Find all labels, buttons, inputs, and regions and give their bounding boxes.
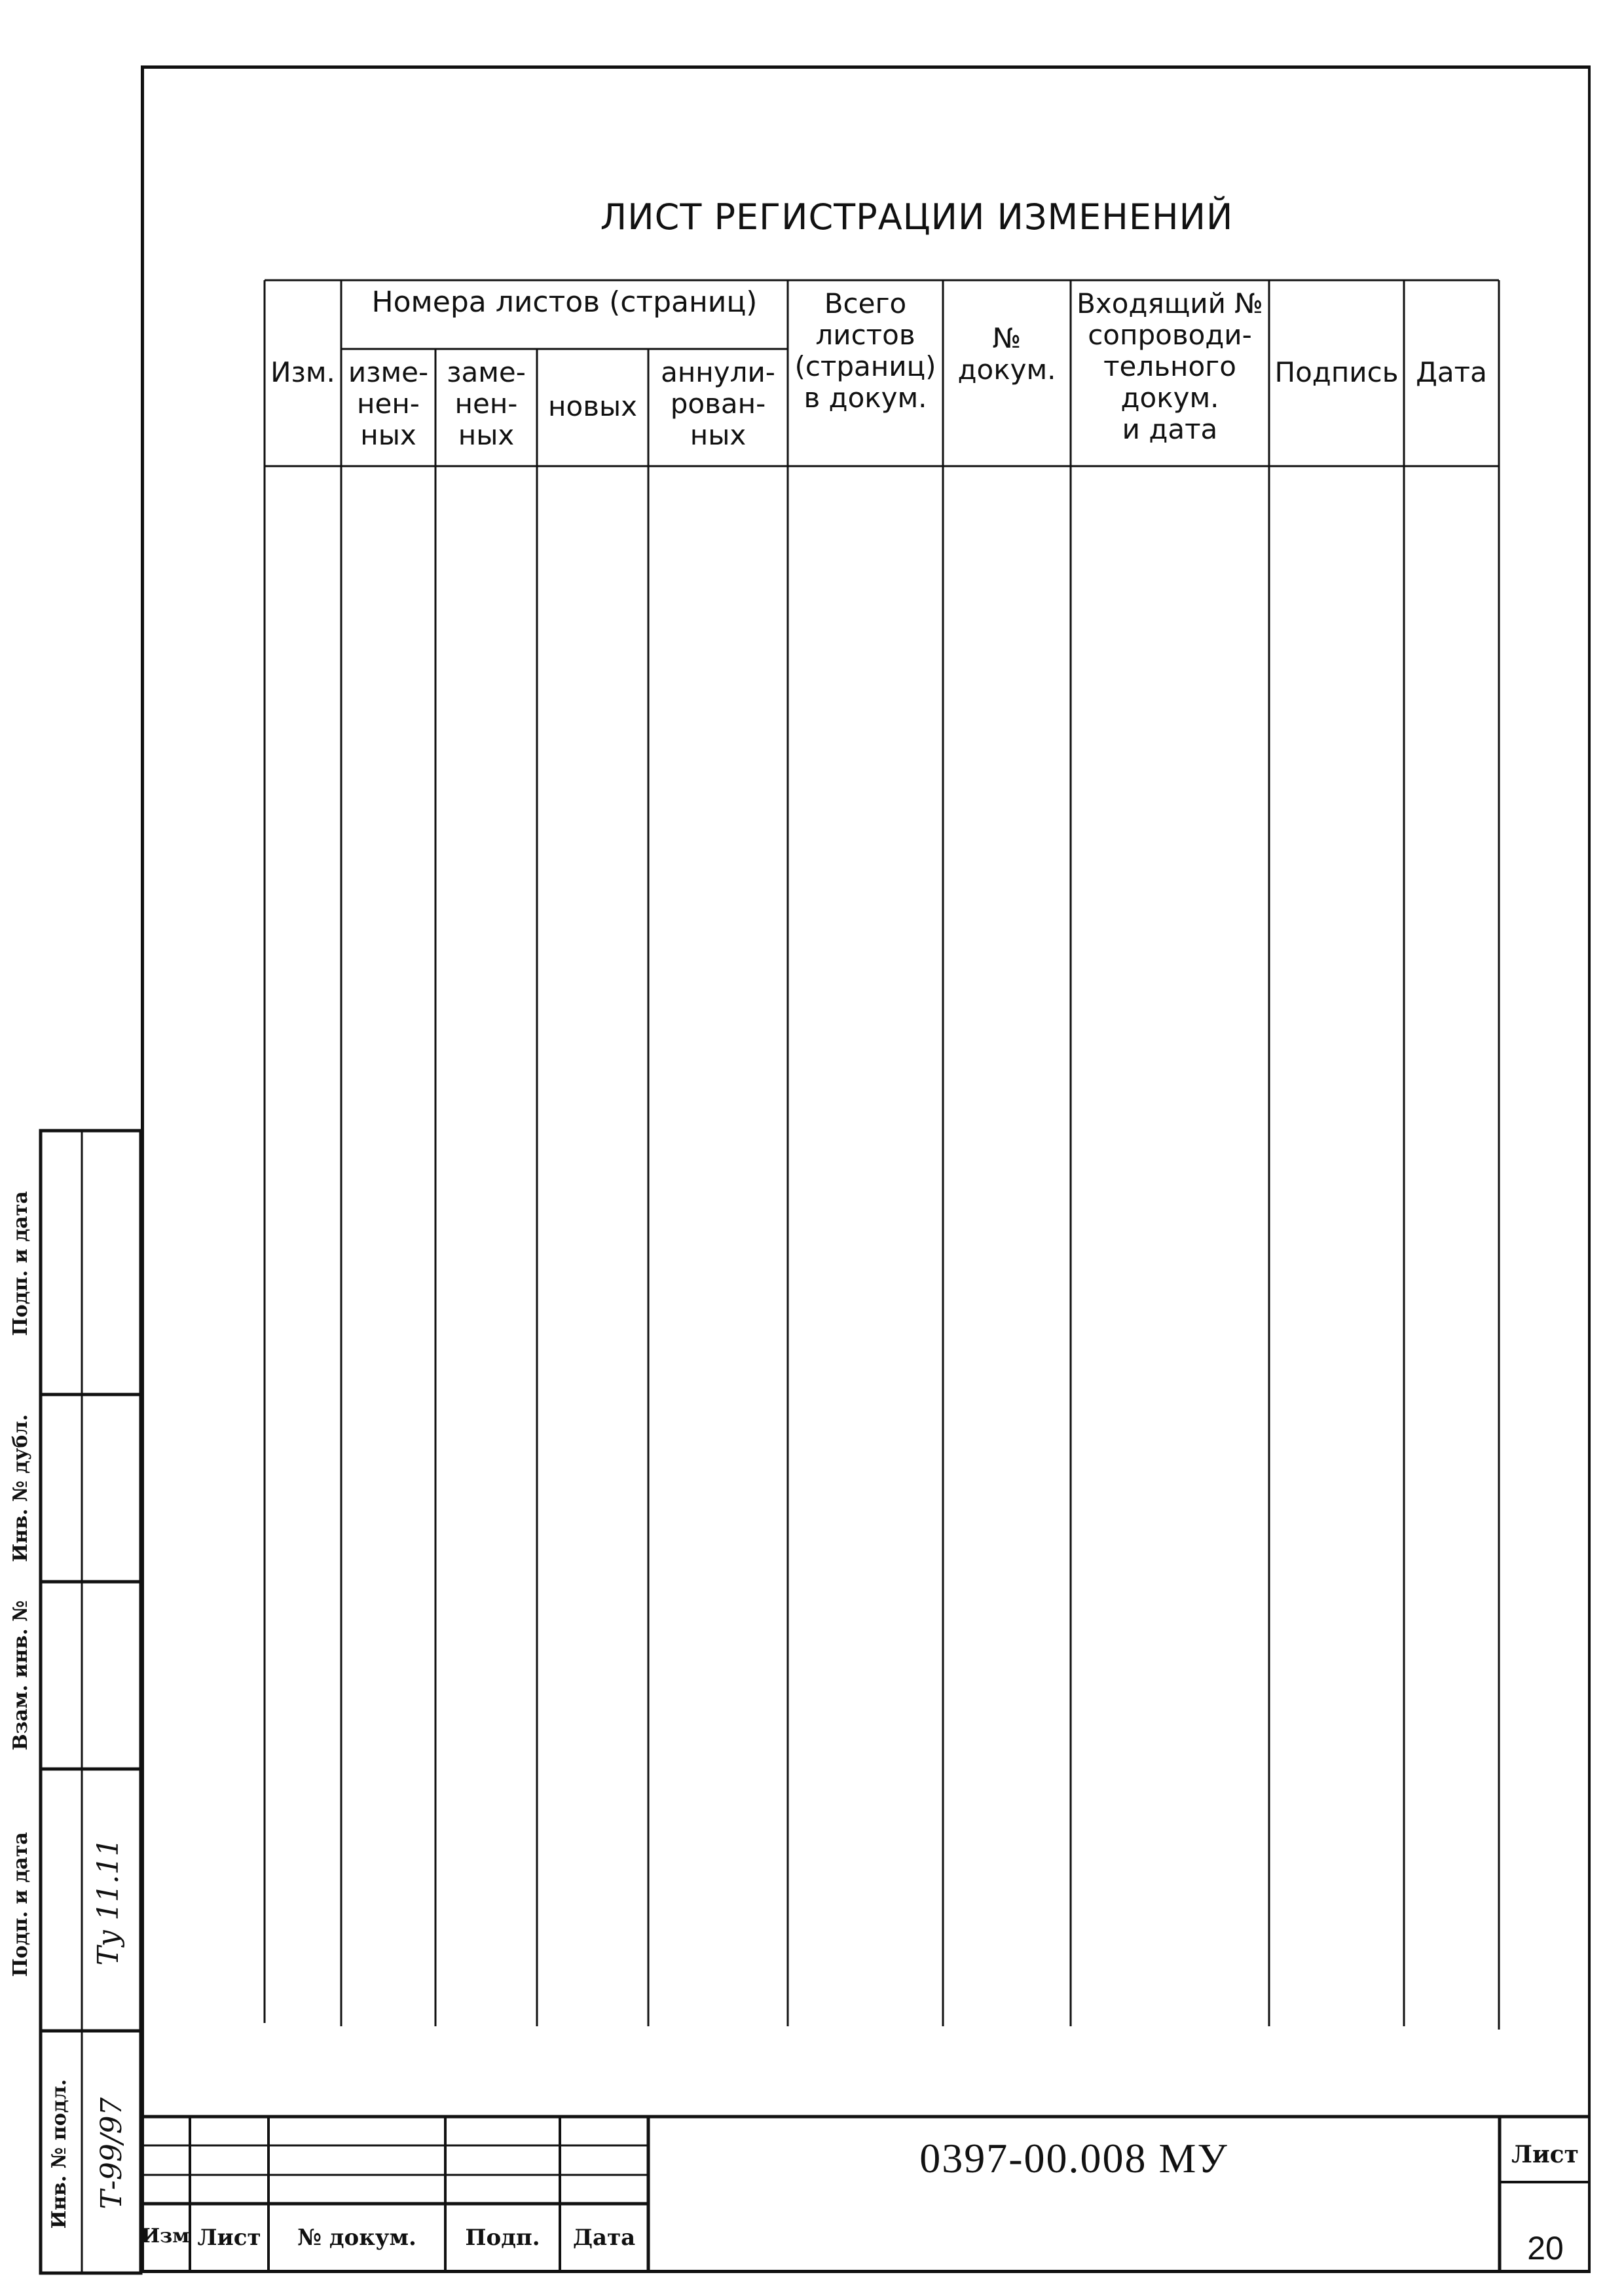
title-block-col-doc-number: № докум.: [297, 2225, 416, 2251]
side-stamp-label-sign-date-1: Подп. и дата: [9, 1832, 32, 1977]
title-block-col-signature: Подп.: [465, 2225, 540, 2251]
side-stamp-label-replace-inv: Взам. инв. №: [9, 1600, 32, 1751]
header-col-annulled: аннули- рован- ных: [661, 356, 775, 451]
header-col-signature: Подпись: [1274, 356, 1399, 388]
side-stamp-label-duplicate-inv: Инв. № дубл.: [9, 1414, 32, 1562]
header-col-change: Изм.: [270, 356, 335, 388]
header-col-new: новых: [548, 390, 637, 422]
header-col-doc-number: № докум.: [957, 322, 1056, 386]
header-col-date: Дата: [1416, 356, 1487, 388]
header-col-changed: изме- нен- ных: [348, 356, 429, 451]
title-block-col-date: Дата: [572, 2225, 636, 2251]
header-col-replaced: заме- нен- ных: [447, 356, 526, 451]
title-block-col-change: Изм: [141, 2225, 190, 2248]
page-title: ЛИСТ РЕГИСТРАЦИИ ИЗМЕНЕНИЙ: [600, 196, 1234, 238]
header-col-incoming-doc: Входящий № сопроводи- тельного докум. и дата: [1077, 287, 1263, 445]
side-stamp-original-inv-value: Т-99/97: [95, 2097, 128, 2210]
side-stamp-label-original-inv: Инв. № подл.: [48, 2079, 71, 2229]
sheet-label: Лист: [1511, 2141, 1579, 2168]
side-stamp-signature-value: Ту 11.11: [92, 1838, 125, 1966]
document-number: 0397-00.008 МУ: [919, 2135, 1228, 2181]
title-block-col-sheet: Лист: [197, 2225, 261, 2251]
side-stamp-label-sign-date-2: Подп. и дата: [9, 1191, 32, 1336]
sheet-number: 20: [1527, 2230, 1564, 2267]
header-group-sheet-numbers: Номера листов (страниц): [371, 285, 758, 319]
header-col-total-sheets: Всего листов (страниц) в докум.: [794, 287, 936, 414]
